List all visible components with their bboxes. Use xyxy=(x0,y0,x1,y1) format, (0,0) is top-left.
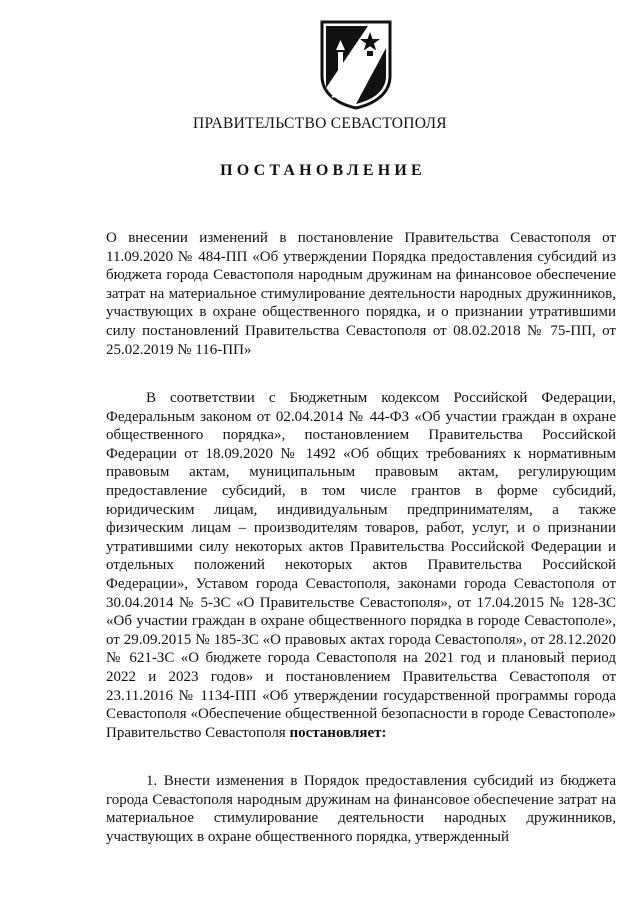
document-type-heading: ПОСТАНОВЛЕНИЕ xyxy=(220,162,426,179)
preamble-paragraph xyxy=(106,389,616,742)
decree-subject: О внесении изменений в постановление Правительства Севастополя от 11.09.2020 № 484-ПП «Об утверждении Порядка предоставления субсидий из бюджета города Севастополя народным дружинам на финансовое обеспечение затрат на материальное стимулирование деятельности народных дружинников, участвующих в охране общественного порядка, и о признании утратившими силу постановлений Правительства Севастополя от 08.02.2018 № 75-ПП, от 25.02.2019 № 116-ПП» xyxy=(106,230,616,358)
item-1-paragraph: 1. Внести изменения в Порядок предоставления субсидий из бюджета города Севастополя народным дружинам на финансовое обеспечение затрат на материальное стимулирование деятельности народных дружинников, участвующих в охране общественного порядка, утвержденный xyxy=(106,773,616,845)
preamble-text: В соответствии с Бюджетным кодексом Российской Федерации, Федеральным законом от 02.04.2014 № 44-ФЗ «Об участии граждан в охране общественного порядка», постановлением Правительства Российской Федерации от 18.09.2020 № 1492 «Об общих требованиях к нормативным правовым актам, муниципальным правовым актам, регулирующим предоставление субсидий, в том числе грантов в форме субсидий, юридическим лицам, индивидуальным предпринимателям, а также физическим лицам – производителям товаров, работ, услуг, и о признании утратившими силу некоторых актов Правительства Российской Федерации и отдельных положений некоторых актов Правительства Российской Федерации», Уставом города Севастополя, законами города Севастополя от 30.04.2014 № 5-ЗС «О Правительстве Севастополя», от 17.04.2015 № 128-ЗС «Об участии граждан в охране общественного порядка в городе Севастополе», от 29.09.2015 № 185-ЗС «О правовых актах города Севастополя», от 28.12.2020 № 621-ЗС «О бюджете города Севастополя на 2021 год и плановый период 2022 и 2023 годов» и постановлением Правительства Севастополя от 23.11.2016 № 1134-ПП «Об утверждении государственной программы города Севастополя «Обеспечение общественной безопасности в городе Севастополе» Правительство Севастополя xyxy=(106,390,616,741)
government-title: ПРАВИТЕЛЬСТВО СЕВАСТОПОЛЯ xyxy=(193,115,447,132)
sevastopol-coat-of-arms-icon xyxy=(318,18,394,110)
resolves-word: постановляет: xyxy=(289,724,387,741)
